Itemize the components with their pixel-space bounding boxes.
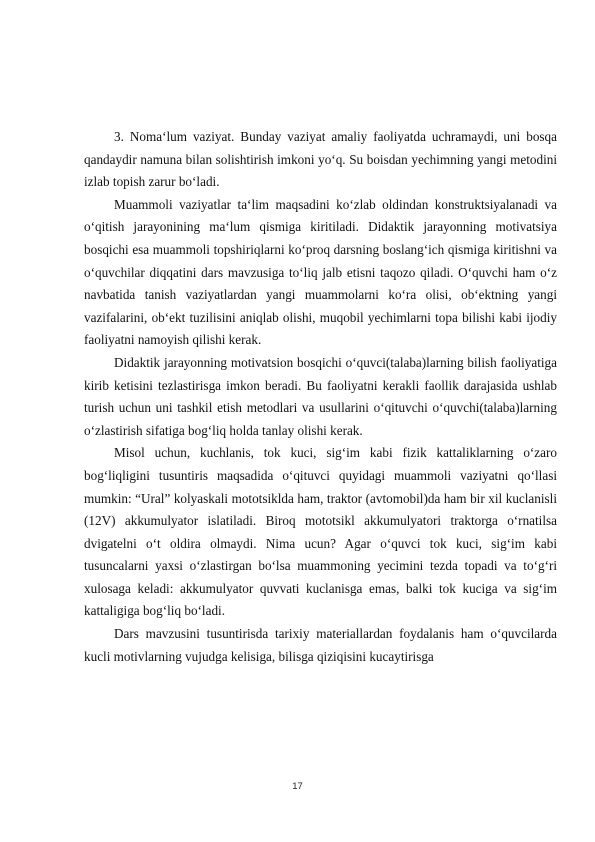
document-body: [84, 126, 557, 668]
page-number: 17: [292, 781, 303, 792]
paragraph-example-battery: Misol uchun, kuchlanis, tok kuci, sig‘im kabi fizik kattaliklarning o‘zaro bog‘liqligini tusuntiris maqsadida o‘qituvci quyidagi muammoli vaziyatni qo‘llasi mumkin: “Ural” kolyaskali mototsiklda ham, traktor (avtomobil)da ham bir xil kuclanisli (12V) akkumulyator islatiladi. Biroq mototsikl akkumulyatori traktorga o‘rnatilsa dvigatelni o‘t oldira olmaydi. Nima ucun? Agar o‘quvci tok kuci, sig‘im kabi tusuncalarni yaxsi o‘zlastirgan bo‘lsa muammoning yecimini tezda topadi va to‘g‘ri xulosaga keladi: akkumulyator quvvati kuclanisga emas, balki tok kuciga va sig‘im kattaligiga bog‘liq bo‘ladi.: [84, 445, 557, 619]
paragraph-motivation-stage: Didaktik jarayonning motivatsion bosqichi o‘quvci(talaba)larning bilish faoliyatiga kirib ketisini tezlastirisga imkon beradi. Bu faoliyatni kerakli faollik darajasida ushlab turish uchun uni tashkil etish metodlari va usullarini o‘qituvchi o‘quvchi(talaba)larning o‘zlastirish sifatiga bog‘liq holda tanlay olishi kerak.: [84, 354, 557, 438]
paragraph-unknown-situation: 3. Noma‘lum vaziyat. Bunday vaziyat amaliy faoliyatda uchramaydi, uni bosqa qandaydir namuna bilan solishtirish imkoni yo‘q. Su boisdan yechimning yangi metodini izlab topish zarur bo‘ladi.: [84, 129, 557, 190]
paragraph-historical-materials: Dars mavzusini tusuntirisda tarixiy materiallardan foydalanis ham o‘quvcilarda kucli motivlarning vujudga kelisiga, bilisga qiziqisini kucaytirisga: [84, 626, 557, 664]
paragraph-problem-situations: Muammoli vaziyatlar ta‘lim maqsadini ko‘zlab oldindan konstruktsiyalanadi va o‘qitish jarayonining ma‘lum qismiga kiritiladi. Didaktik jarayonning motivatsiya bosqichi esa muammoli topshiriqlarni ko‘proq darsning boslang‘ich qismiga kiritishni va o‘quvchilar diqqatini dars mavzusiga to‘liq jalb etisni taqozo qiladi. O‘quvchi ham o‘z navbatida tanish vaziyatlardan yangi muammolarni ko‘ra olisi, ob‘ektning yangi vazifalarini, ob‘ekt tuzilisini aniqlab olishi, muqobil yechimlarni topa bilishi kabi ijodiy faoliyatni namoyish qilishi kerak.: [84, 196, 557, 348]
